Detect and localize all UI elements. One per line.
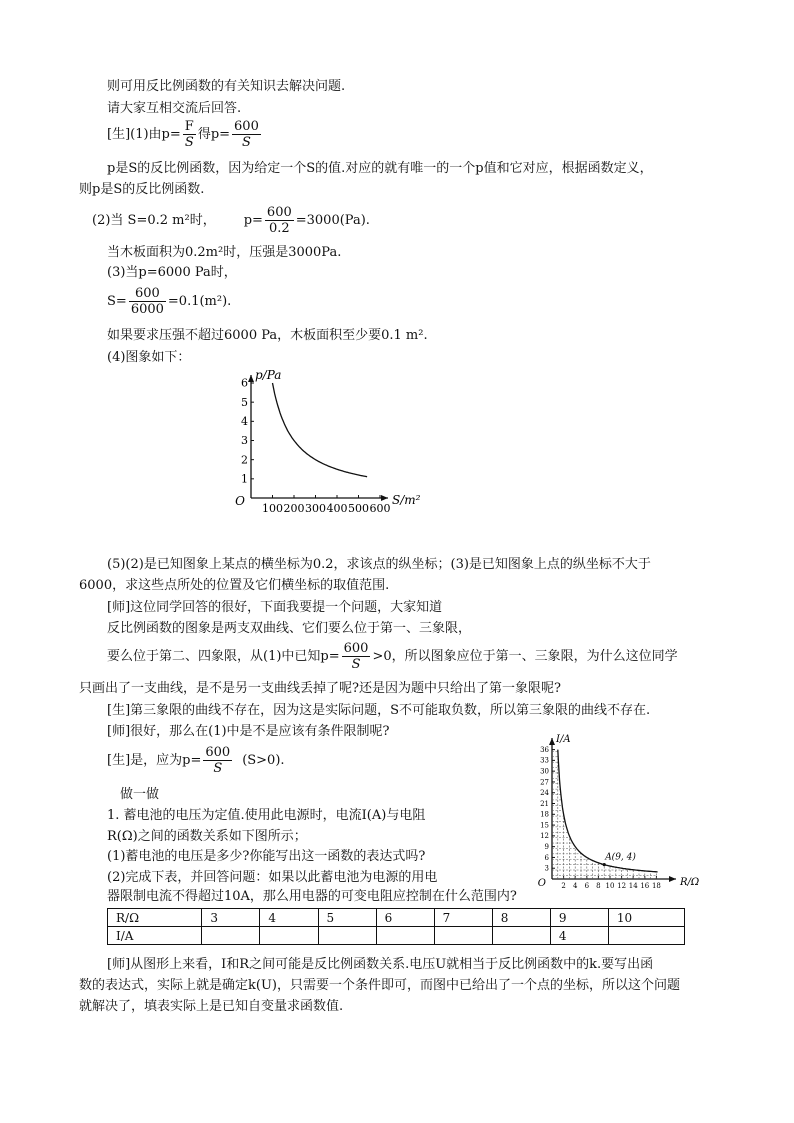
point-annotation: A(9, 4) (605, 852, 636, 863)
text-line: (3)当p=6000 Pa时， (107, 265, 237, 280)
y-tick-label: 3 (241, 434, 248, 448)
x-tick-label: 10 (605, 882, 615, 890)
chart-pressure-area (225, 363, 425, 523)
x-axis-arrow (381, 495, 388, 501)
table-cell (202, 927, 260, 945)
table-cell: 8 (492, 909, 550, 927)
table-row (108, 927, 685, 945)
y-tick-label: 6 (544, 853, 549, 862)
x-tick-label: 600 (369, 502, 391, 515)
table-cell (434, 927, 492, 945)
y-axis-label: I/A (556, 734, 571, 745)
y-axis-label: p/Pa (255, 368, 282, 382)
y-tick-label: 6 (241, 376, 248, 390)
text-line-formula (107, 744, 285, 778)
chart-current-resistance (530, 724, 710, 904)
table-cell (492, 927, 550, 945)
fraction (342, 641, 371, 672)
table-cell (318, 927, 376, 945)
x-tick-label: 8 (596, 882, 601, 890)
text-line: 数的表达式，实际上就是确定k(U)，只需要一个条件即可，而图中已给出了一个点的坐标，所以这个问题 (79, 978, 680, 993)
text-line: R(Ω)之间的函数关系如下图所示； (107, 829, 307, 844)
text-line: 只画出了一支曲线，是不是另一支曲线丢掉了呢?还是因为题中只给出了第一象限呢? (79, 681, 561, 696)
fraction-numerator: 600 (343, 641, 369, 656)
y-tick-label: 27 (540, 778, 549, 787)
formula-text: [生]是，应为p= (107, 753, 202, 768)
x-tick-label: 6 (584, 882, 590, 890)
fraction-numerator: 600 (205, 745, 231, 760)
x-tick-label: 400 (326, 502, 348, 515)
formula-text: >0，所以图象应位于第一、三象限，为什么这位同学 (372, 649, 678, 664)
origin-label: O (235, 494, 245, 508)
table-cell (376, 927, 434, 945)
x-axis-label: R/Ω (680, 877, 700, 888)
table-cell: 4 (550, 927, 608, 945)
text-line-formula (107, 285, 231, 319)
text-line-formula (107, 118, 263, 152)
formula-text: =3000(Pa). (295, 213, 370, 228)
x-axis-arrow (669, 876, 676, 882)
y-tick-label: 12 (540, 832, 549, 841)
table-cell: 6 (376, 909, 434, 927)
text-line: 则可用反比例函数的有关知识去解决问题. (107, 79, 346, 94)
fraction-denominator: S (183, 134, 196, 150)
y-tick-label: 2 (241, 453, 248, 467)
x-tick-label: 4 (572, 882, 578, 890)
curve-line (273, 383, 368, 477)
x-tick-label: 2 (561, 882, 566, 890)
chart-group (235, 368, 420, 515)
formula-text: (2)当 S=0.2 m²时， (92, 213, 216, 228)
text-line-formula (107, 640, 678, 674)
text-line: 1. 蓄电池的电压为定值.使用此电源时，电流I(A)与电阻 (107, 808, 426, 823)
value-table (107, 908, 685, 945)
x-tick-label: 500 (348, 502, 369, 515)
table-cell: 3 (202, 909, 260, 927)
formula-text: =0.1(m²). (167, 294, 232, 309)
fraction-denominator: S (203, 760, 232, 776)
text-line: 请大家互相交流后回答. (107, 101, 242, 116)
text-line: [师]这位同学回答的很好，下面我要提一个问题，大家知道 (107, 600, 443, 615)
y-axis-arrow (248, 375, 254, 382)
y-tick-label: 5 (241, 395, 248, 409)
y-tick-label: 4 (241, 415, 248, 428)
y-tick-label: 3 (544, 864, 549, 873)
fraction (183, 119, 196, 150)
text-line: [师]很好，那么在(1)中是不是应该有条件限制呢? (107, 724, 390, 739)
y-tick-label: 1 (241, 472, 248, 486)
table-cell: 7 (434, 909, 492, 927)
y-tick-label: 24 (540, 789, 549, 798)
y-axis-arrow (549, 738, 555, 745)
x-tick-label: 16 (640, 882, 650, 890)
table-cell: R/Ω (108, 909, 202, 927)
text-line: (5)(2)是已知图象上某点的横坐标为0.2，求该点的纵坐标；(3)是已知图象上点的纵坐标不大于 (107, 557, 651, 572)
table-row (108, 909, 685, 927)
fraction (129, 286, 166, 317)
y-tick-label: 33 (540, 756, 549, 765)
fraction-numerator: 600 (266, 205, 292, 220)
text-line: 当木板面积为0.2m²时，压强是3000Pa. (107, 245, 342, 260)
chart-group (538, 734, 699, 890)
text-line-formula (92, 204, 370, 238)
text-line: [师]从图形上来看，I和R之间可能是反比例函数关系.电压U就相当于反比例函数中的k.要写出函 (107, 957, 654, 972)
text-line: 6000，求这些点所处的位置及它们横坐标的取值范围. (79, 578, 390, 593)
fraction-numerator: 600 (134, 286, 160, 301)
fraction-numerator: 600 (234, 119, 259, 134)
x-tick-label: 14 (628, 882, 638, 890)
y-tick-label: 15 (540, 821, 549, 830)
fraction (203, 745, 232, 776)
formula-text: p= (243, 213, 263, 228)
formula-text: (S>0). (242, 753, 285, 768)
origin-label: O (537, 878, 546, 889)
table-cell: 10 (608, 909, 684, 927)
fraction-denominator: 6000 (130, 302, 164, 317)
table-cell: 9 (550, 909, 608, 927)
x-tick-label: 300 (305, 502, 326, 515)
point-a (603, 863, 606, 866)
x-tick-label: 12 (617, 882, 627, 890)
table-cell (260, 927, 318, 945)
x-tick-label: 200 (283, 502, 305, 515)
y-tick-label: 9 (544, 842, 549, 851)
text-line: [生]第三象限的曲线不存在，因为这是实际问题，S不可能取负数，所以第三象限的曲线不存在. (107, 703, 651, 718)
table-cell (608, 927, 684, 945)
text-line: 就解决了，填表实际上是已知自变量求函数值. (79, 999, 344, 1014)
formula-text: S= (107, 294, 127, 309)
x-tick-label: 18 (651, 882, 661, 890)
fraction-denominator: S (342, 656, 371, 672)
y-tick-label: 30 (540, 767, 549, 776)
fraction-denominator: S (232, 134, 261, 150)
table-cell: 5 (318, 909, 376, 927)
text-line: (2)完成下表，并回答问题：如果以此蓄电池为电源的用电 (107, 870, 438, 885)
table-cell: 4 (260, 909, 318, 927)
text-line: 如果要求压强不超过6000 Pa，木板面积至少要0.1 m². (107, 328, 428, 343)
y-tick-label: 21 (540, 799, 549, 808)
table-cell: I/A (108, 927, 202, 945)
fraction-numerator: F (184, 119, 194, 134)
text-line: p是S的反比例函数，因为给定一个S的值.对应的就有唯一的一个p值和它对应，根据函数定义， (107, 161, 653, 176)
text-line: (1)蓄电池的电压是多少?你能写出这一函数的表达式吗? (107, 849, 426, 864)
text-line: 则p是S的反比例函数. (79, 182, 205, 197)
text-line: 做一做 (120, 787, 160, 802)
x-tick-label: 100 (262, 502, 283, 515)
formula-text: 要么位于第二、四象限，从(1)中已知p= (107, 649, 340, 664)
x-axis-label: S/m² (392, 493, 421, 507)
fraction (232, 119, 261, 150)
text-line: 器限制电流不得超过10A，那么用电器的可变电阻应控制在什么范围内? (107, 889, 517, 904)
y-tick-label: 36 (540, 745, 549, 754)
text-line: (4)图象如下： (107, 350, 191, 365)
fraction (265, 205, 294, 236)
formula-text: 得p= (197, 127, 231, 142)
y-tick-label: 18 (540, 810, 549, 819)
fraction-denominator: 0.2 (265, 220, 294, 236)
formula-text: [生](1)由p= (107, 127, 181, 142)
text-line: 反比例函数的图象是两支双曲线、它们要么位于第一、三象限， (107, 621, 472, 636)
